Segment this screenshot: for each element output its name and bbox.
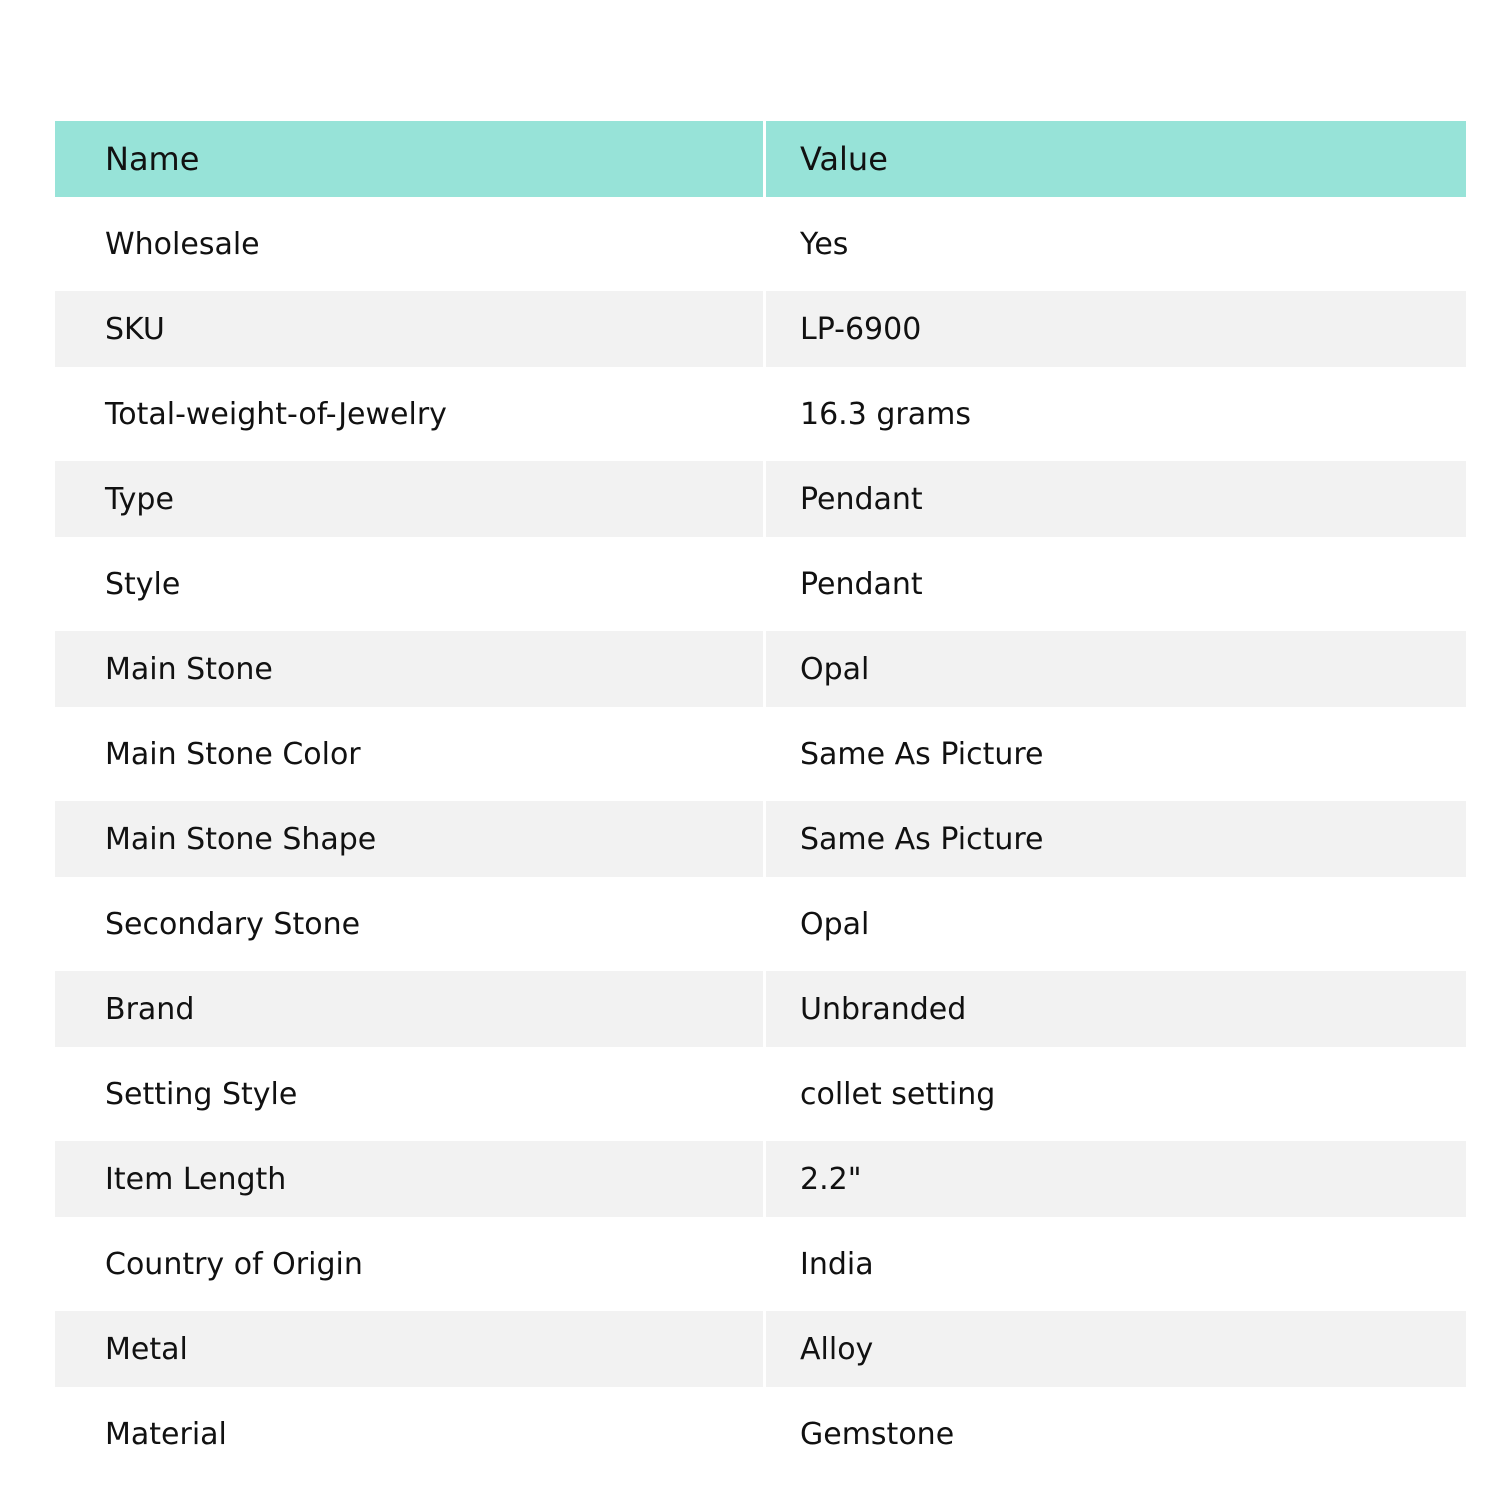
header-value-cell: Value <box>800 140 888 178</box>
row-value-cell: 2.2" <box>800 1161 862 1197</box>
table-row <box>55 291 1466 367</box>
row-name-cell: Main Stone Color <box>105 736 361 772</box>
row-value-cell: LP-6900 <box>800 311 922 347</box>
row-value-cell: Opal <box>800 906 870 942</box>
row-name-cell: Total-weight-of-Jewelry <box>105 396 447 432</box>
table-row <box>55 461 1466 537</box>
table-row <box>55 197 1466 291</box>
table-row <box>55 367 1466 461</box>
row-value-cell: 16.3 grams <box>800 396 971 432</box>
row-name-cell: SKU <box>55 291 766 367</box>
table-row <box>55 1047 1466 1141</box>
row-name-cell: Item Length <box>55 1141 766 1217</box>
table-row <box>55 1311 1466 1387</box>
row-value-cell: Pendant <box>800 481 923 517</box>
row-value-cell: Alloy <box>800 1331 874 1367</box>
table-row <box>55 707 1466 801</box>
row-name-cell: Country of Origin <box>105 1246 363 1282</box>
header-name-cell: Name <box>55 121 766 197</box>
row-value-cell: Pendant <box>800 566 923 602</box>
table-row <box>55 801 1466 877</box>
table-header-row <box>55 121 1466 197</box>
row-value-cell: Same As Picture <box>800 736 1044 772</box>
row-value-cell: Yes <box>800 226 849 262</box>
row-name-cell: Type <box>55 461 766 537</box>
table-row <box>55 631 1466 707</box>
row-name-cell: Brand <box>55 971 766 1047</box>
row-value-cell: Unbranded <box>800 991 967 1027</box>
table-row <box>55 1217 1466 1311</box>
row-name-cell: Wholesale <box>105 226 260 262</box>
row-value-cell: Opal <box>800 651 870 687</box>
table-row <box>55 877 1466 971</box>
row-value-cell: collet setting <box>800 1076 996 1112</box>
table-row <box>55 1141 1466 1217</box>
row-name-cell: Style <box>105 566 181 602</box>
row-name-cell: Setting Style <box>105 1076 298 1112</box>
table-row <box>55 537 1466 631</box>
row-name-cell: Metal <box>55 1311 766 1387</box>
table-row <box>55 971 1466 1047</box>
row-name-cell: Main Stone <box>55 631 766 707</box>
table-row <box>55 1387 1466 1481</box>
row-name-cell: Material <box>105 1416 227 1452</box>
row-value-cell: Gemstone <box>800 1416 955 1452</box>
specifications-table <box>55 121 1466 1481</box>
row-value-cell: India <box>800 1246 874 1282</box>
row-name-cell: Secondary Stone <box>105 906 361 942</box>
row-name-cell: Main Stone Shape <box>55 801 766 877</box>
row-value-cell: Same As Picture <box>800 821 1044 857</box>
